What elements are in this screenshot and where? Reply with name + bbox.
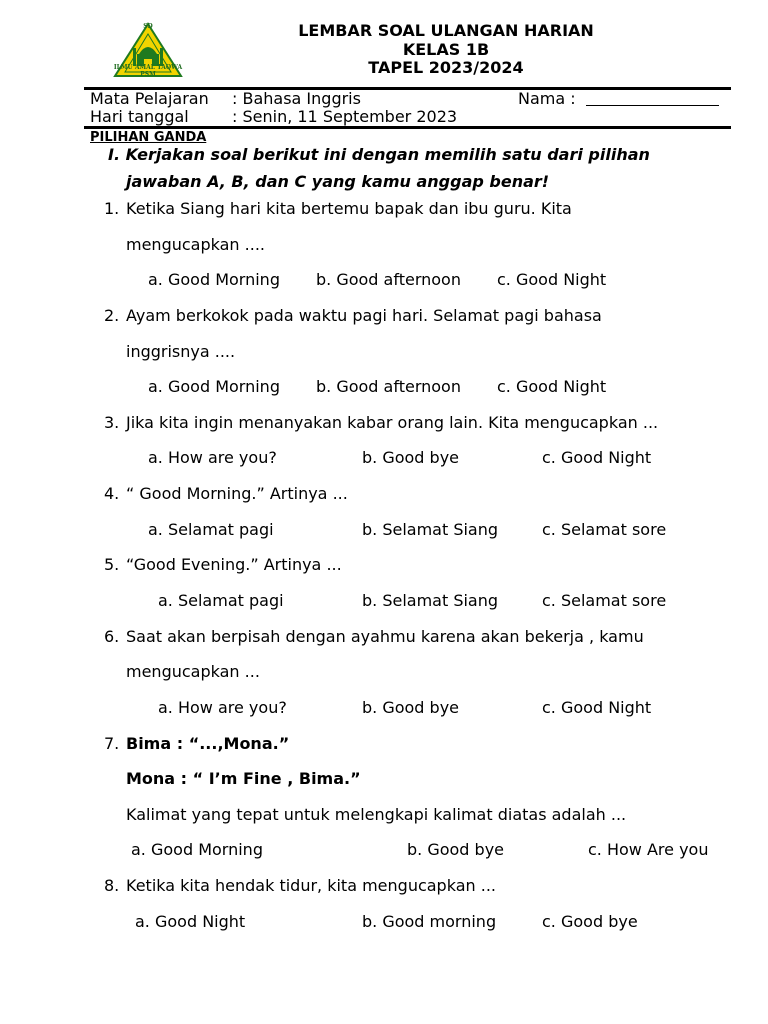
question-number: 8. <box>104 876 120 895</box>
dialog-line-bima: Bima : “...,Mona.” <box>126 734 290 753</box>
question-number: 1. <box>104 199 120 218</box>
question-text: Ketika kita hendak tidur, kita mengucapkan ... <box>126 876 496 895</box>
question-number: 3. <box>104 413 120 432</box>
option-a[interactable]: a. Good Morning <box>148 270 280 289</box>
question-text: Ayam berkokok pada waktu pagi hari. Selamat pagi bahasa <box>126 306 602 325</box>
question-text: “Good Evening.” Artinya ... <box>126 555 342 574</box>
option-c[interactable]: c. Good Night <box>497 377 607 396</box>
section-heading: PILIHAN GANDA <box>90 130 207 145</box>
option-a[interactable]: a. How are you? <box>148 448 277 467</box>
option-b[interactable]: b. Good morning <box>362 912 497 931</box>
question-number: 6. <box>104 627 120 646</box>
option-b[interactable]: b. Selamat Siang <box>362 520 499 539</box>
title-line-3: TAPEL 2023/2024 <box>368 58 524 77</box>
name-field-line[interactable] <box>586 105 719 106</box>
option-c[interactable]: c. Good Night <box>542 698 652 717</box>
option-c[interactable]: c. Good bye <box>542 912 638 931</box>
question-text: “ Good Morning.” Artinya ... <box>126 484 348 503</box>
option-a[interactable]: a. Selamat pagi <box>158 591 284 610</box>
subject-label: Mata Pelajaran <box>90 89 209 108</box>
option-a[interactable]: a. Good Night <box>135 912 246 931</box>
question-number: 7. <box>104 734 120 753</box>
option-b[interactable]: b. Good afternoon <box>316 270 461 289</box>
question-text: Ketika Siang hari kita bertemu bapak dan ibu guru. Kita <box>126 199 572 218</box>
question-text: mengucapkan .... <box>126 235 265 254</box>
option-a[interactable]: a. Good Morning <box>131 840 263 859</box>
instruction-line-2: jawaban A, B, dan C yang kamu anggap benar! <box>126 172 550 191</box>
logo-text-bottom: ILMU AMAL TAQWA <box>113 64 183 71</box>
header-rule-bottom <box>84 126 731 129</box>
option-c[interactable]: c. Good Night <box>542 448 652 467</box>
instruction-line-1: I. Kerjakan soal berikut ini dengan memilih satu dari pilihan <box>108 145 650 164</box>
date-value: : Senin, 11 September 2023 <box>232 107 458 126</box>
option-c[interactable]: c. How Are you <box>588 840 709 859</box>
option-b[interactable]: b. Good bye <box>362 448 460 467</box>
question-text: Saat akan berpisah dengan ayahmu karena akan bekerja , kamu <box>126 627 644 646</box>
question-text: Jika kita ingin menanyakan kabar orang lain. Kita mengucapkan ... <box>126 413 659 432</box>
question-number: 5. <box>104 555 120 574</box>
question-text: inggrisnya .... <box>126 342 236 361</box>
option-a[interactable]: a. Good Morning <box>148 377 280 396</box>
name-label: Nama : <box>518 89 576 108</box>
option-b[interactable]: b. Selamat Siang <box>362 591 499 610</box>
dialog-line-mona: Mona : “ I’m Fine , Bima.” <box>126 769 361 788</box>
title-line-1: LEMBAR SOAL ULANGAN HARIAN <box>298 21 594 40</box>
question-text: mengucapkan ... <box>126 662 260 681</box>
logo-text-sub: PSM <box>140 71 156 78</box>
option-c[interactable]: c. Good Night <box>497 270 607 289</box>
title-line-2: KELAS 1B <box>402 40 490 59</box>
subject-value: : Bahasa Inggris <box>232 89 361 108</box>
option-b[interactable]: b. Good afternoon <box>316 377 461 396</box>
question-number: 2. <box>104 306 120 325</box>
option-b[interactable]: b. Good bye <box>407 840 505 859</box>
question-text: Kalimat yang tepat untuk melengkapi kalimat diatas adalah ... <box>126 805 627 824</box>
option-c[interactable]: c. Selamat sore <box>542 591 667 610</box>
option-b[interactable]: b. Good bye <box>362 698 460 717</box>
option-a[interactable]: a. How are you? <box>158 698 287 717</box>
question-number: 4. <box>104 484 120 503</box>
option-a[interactable]: a. Selamat pagi <box>148 520 274 539</box>
logo-text-top: SD <box>143 23 153 30</box>
date-label: Hari tanggal <box>90 107 189 126</box>
option-c[interactable]: c. Selamat sore <box>542 520 667 539</box>
